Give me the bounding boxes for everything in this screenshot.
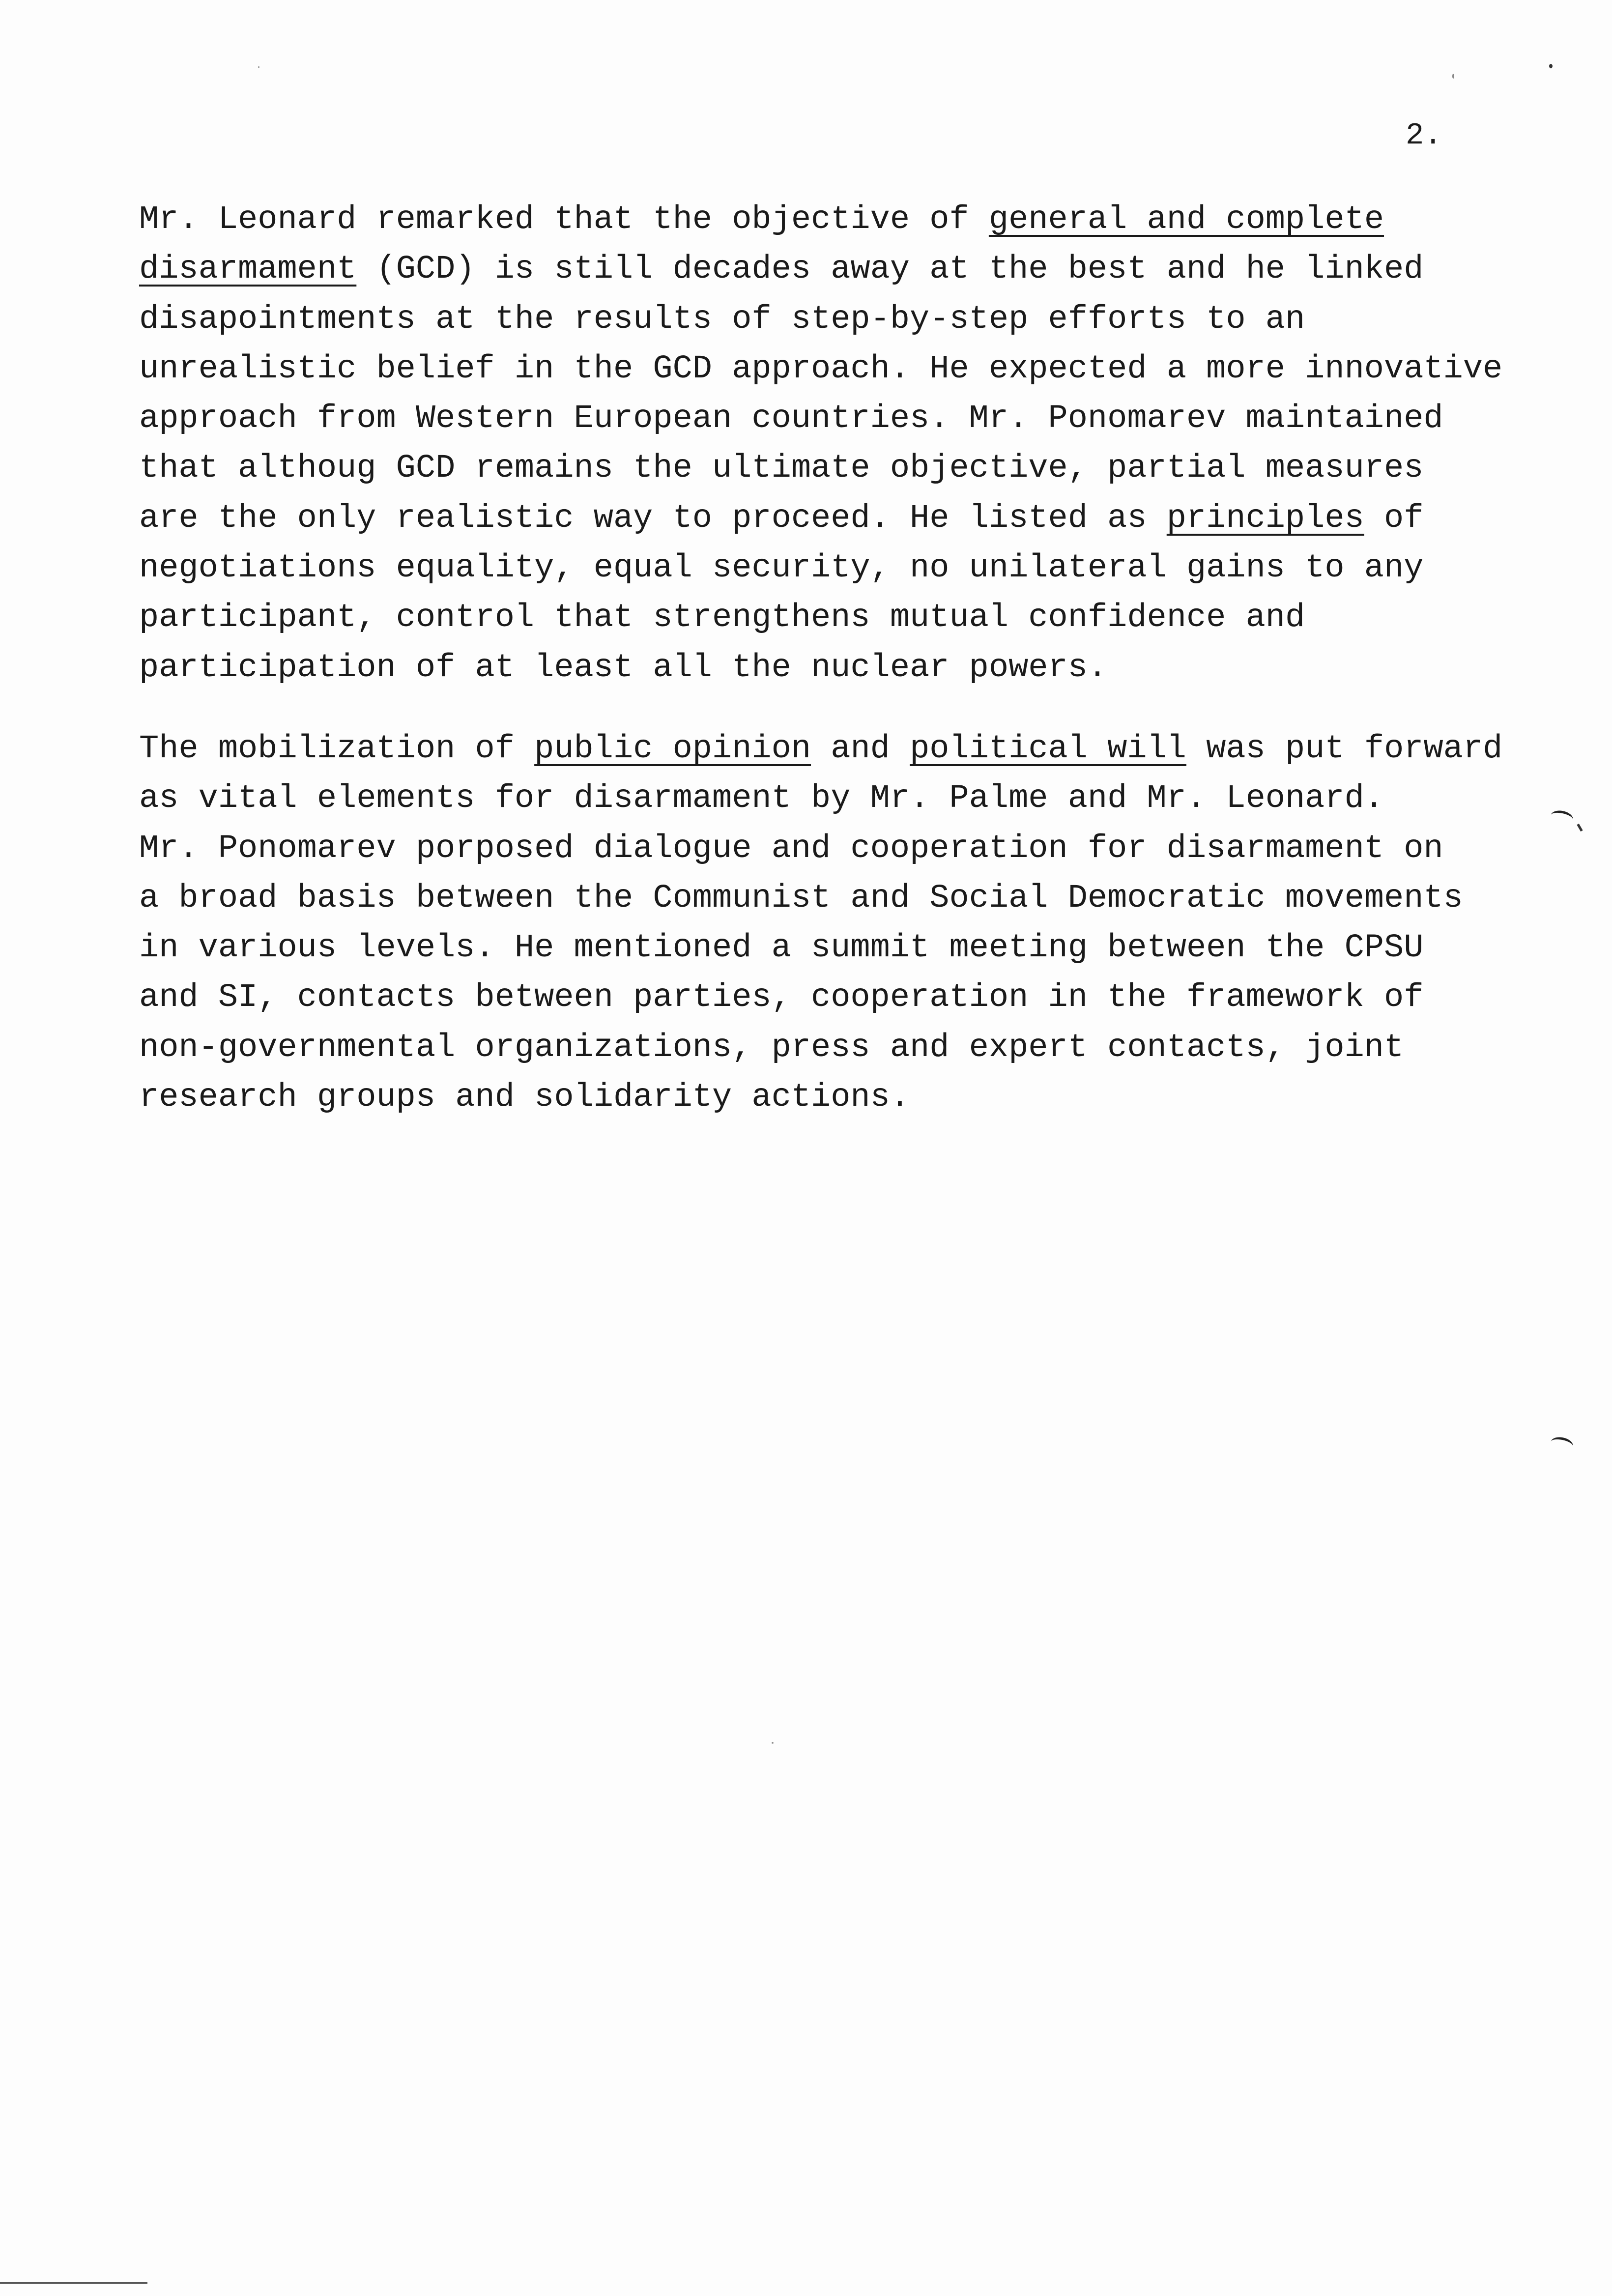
text-line	[139, 394, 1515, 444]
text-segment: are the only realistic way to proceed. He listed as	[139, 499, 1167, 537]
text-segment: unrealistic belief in the GCD approach. He expected a more innovative	[139, 350, 1503, 388]
text-segment: (GCD) is still decades away at the best and he linked	[356, 251, 1424, 288]
text-line	[139, 544, 1515, 593]
text-segment: a broad basis between the Communist and Social Democratic movements	[139, 879, 1463, 917]
text-line	[139, 724, 1515, 774]
scan-mark	[1550, 809, 1575, 827]
scan-speck	[1549, 64, 1553, 68]
text-line	[139, 1073, 1515, 1122]
text-segment: The mobilization of	[139, 730, 535, 768]
underlined-phrase: principles	[1166, 499, 1364, 537]
text-line	[139, 494, 1515, 544]
text-line	[139, 973, 1515, 1023]
underlined-phrase: political will	[910, 730, 1186, 768]
underlined-phrase: public opinion	[534, 730, 811, 768]
text-line	[139, 245, 1515, 294]
page-number: 2.	[1406, 118, 1442, 153]
text-segment: disapointments at the results of step-by-step efforts to an	[139, 300, 1305, 338]
text-line	[139, 774, 1515, 824]
text-line	[139, 1023, 1515, 1073]
text-segment: participant, control that strengthens mutual confidence and	[139, 599, 1305, 637]
text-line	[139, 444, 1515, 493]
text-segment: negotiations equality, equal security, no unilateral gains to any	[139, 549, 1424, 587]
text-line	[139, 593, 1515, 643]
text-segment: non-governmental organizations, press and expert contacts, joint	[139, 1029, 1404, 1066]
text-line	[139, 923, 1515, 973]
scan-mark	[1550, 1435, 1575, 1453]
text-segment: in various levels. He mentioned a summit meeting between the CPSU	[139, 929, 1424, 967]
text-segment: approach from Western European countries. Mr. Ponomarev maintained	[139, 400, 1443, 438]
text-line	[139, 824, 1515, 874]
underlined-phrase: disarmament	[139, 251, 357, 288]
text-segment: of	[1364, 499, 1424, 537]
text-segment: was put forward	[1186, 730, 1503, 768]
text-segment: and SI, contacts between parties, cooperation in the framework of	[139, 979, 1424, 1017]
text-segment: that althoug GCD remains the ultimate objective, partial measures	[139, 450, 1424, 488]
text-line	[139, 874, 1515, 923]
text-line	[139, 643, 1515, 693]
scan-edge-line	[0, 2282, 147, 2284]
scan-speck	[772, 1742, 774, 1744]
text-segment: and	[811, 730, 910, 768]
text-line	[139, 344, 1515, 394]
text-line	[139, 195, 1515, 245]
text-segment: participation of at least all the nuclear powers.	[139, 649, 1108, 687]
text-segment: Mr. Leonard remarked that the objective of	[139, 201, 989, 238]
underlined-phrase: general and complete	[988, 201, 1384, 238]
text-segment: research groups and solidarity actions.	[139, 1079, 910, 1117]
text-line	[139, 295, 1515, 344]
paragraph-disarmament-objectives	[139, 195, 1515, 693]
scan-speck	[258, 66, 259, 68]
scan-speck	[1452, 74, 1454, 79]
paragraph-public-opinion	[139, 724, 1515, 1122]
scan-mark	[1577, 824, 1583, 832]
text-segment: Mr. Ponomarev porposed dialogue and cooperation for disarmament on	[139, 830, 1443, 867]
text-segment: as vital elements for disarmament by Mr. Palme and Mr. Leonard.	[139, 780, 1384, 818]
